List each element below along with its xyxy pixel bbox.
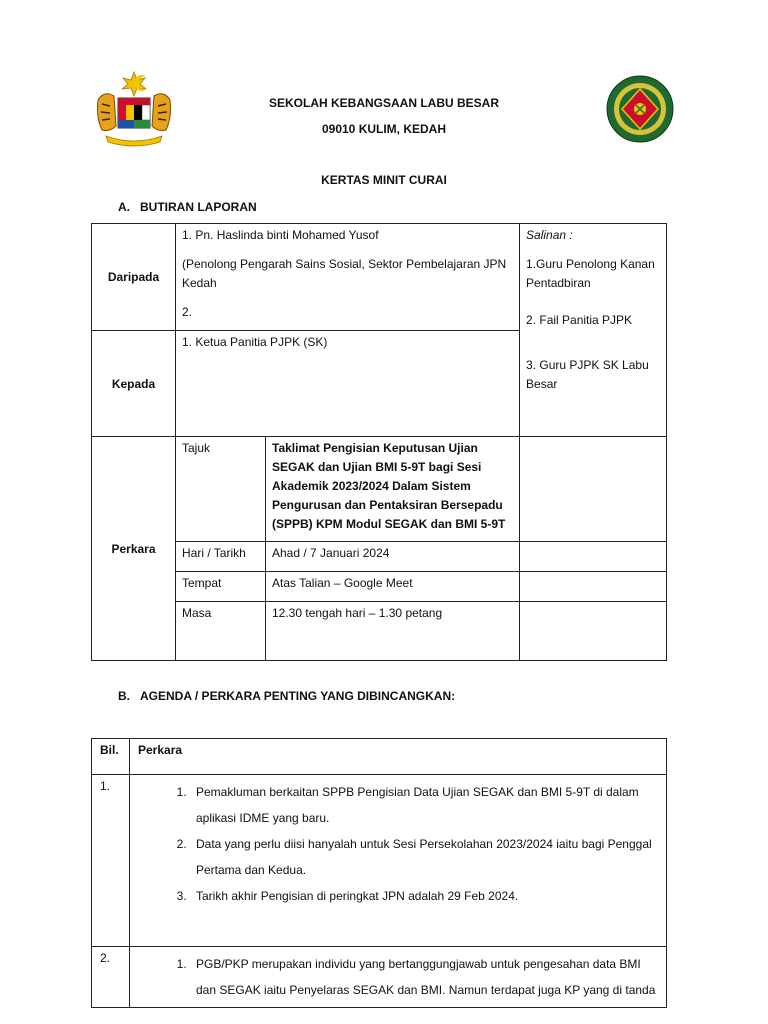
- agenda-table: [91, 738, 667, 1008]
- col-bil-header: Bil.: [92, 739, 130, 775]
- masa-label: Masa: [176, 602, 266, 661]
- salinan-item-1: 1.Guru Penolong Kanan Pentadbiran: [526, 257, 655, 290]
- school-address: 09010 KULIM, KEDAH: [321, 122, 447, 136]
- malaysia-coat-of-arms-icon: [88, 70, 180, 150]
- masa-empty-cell: [520, 602, 667, 661]
- row-1-bil: 1.: [92, 775, 130, 947]
- tempat-label: Tempat: [176, 572, 266, 602]
- daripada-label: Daripada: [92, 224, 176, 331]
- section-b-title: AGENDA / PERKARA PENTING YANG DIBINCANGKAN:: [140, 689, 456, 703]
- salinan-content: [520, 224, 667, 437]
- salinan-item-2: 2. Fail Panitia PJPK: [526, 313, 633, 327]
- daripada-line-2: (Penolong Pengarah Sains Sosial, Sektor Pembelajaran JPN Kedah: [182, 257, 507, 290]
- row-2-item-1: 1. PGB/PKP merupakan individu yang bertanggungjawab untuk pengesahan data BMI dan SEGAK iaitu Penyelaras SEGAK dan BMI. Namun terdapat juga KP yang di tanda: [190, 951, 658, 1003]
- daripada-line-3: 2.: [182, 305, 193, 319]
- row-2-perkara: [130, 947, 667, 1008]
- hari-value: Ahad / 7 Januari 2024: [266, 542, 520, 572]
- salinan-item-3: 3. Guru PJPK SK Labu Besar: [526, 358, 649, 391]
- tajuk-empty-cell: [520, 437, 667, 542]
- col-perkara-header: Perkara: [130, 739, 667, 775]
- section-b-letter: B.: [118, 689, 130, 703]
- perkara-label: Perkara: [92, 437, 176, 661]
- school-name: SEKOLAH KEBANGSAAN LABU BESAR: [268, 96, 499, 110]
- hari-label: Hari / Tarikh: [176, 542, 266, 572]
- tempat-empty-cell: [520, 572, 667, 602]
- tajuk-label: Tajuk: [176, 437, 266, 542]
- section-a-heading: [118, 200, 257, 214]
- row-2-bil: 2.: [92, 947, 130, 1008]
- document-title: KERTAS MINIT CURAI: [321, 173, 447, 187]
- daripada-content: [176, 224, 520, 331]
- row-1-perkara: [130, 775, 667, 947]
- row-1-item-3: 3. Tarikh akhir Pengisian di peringkat JPN adalah 29 Feb 2024.: [190, 883, 658, 909]
- section-b-heading: [118, 689, 455, 703]
- tajuk-value: Taklimat Pengisian Keputusan Ujian SEGAK dan Ujian BMI 5-9T bagi Sesi Akademik 2023/2024 Dalam Sistem Pengurusan dan Pentaksiran Bersepadu (SPPB) KPM Modul SEGAK dan BMI 5-9T: [266, 437, 520, 542]
- kepada-content: 1. Ketua Panitia PJPK (SK): [176, 331, 520, 437]
- hari-empty-cell: [520, 542, 667, 572]
- section-a-letter: A.: [118, 200, 130, 214]
- section-a-title: BUTIRAN LAPORAN: [140, 200, 257, 214]
- row-1-item-2: 2. Data yang perlu diisi hanyalah untuk Sesi Persekolahan 2023/2024 iaitu bagi Penggal Pertama dan Kedua.: [190, 831, 658, 883]
- tempat-value: Atas Talian – Google Meet: [266, 572, 520, 602]
- report-details-table: [91, 223, 667, 661]
- kepada-label: Kepada: [92, 331, 176, 437]
- salinan-label: Salinan :: [526, 228, 573, 242]
- daripada-line-1: 1. Pn. Haslinda binti Mohamed Yusof: [182, 228, 379, 242]
- masa-value: 12.30 tengah hari – 1.30 petang: [266, 602, 520, 661]
- row-1-item-1: 1. Pemakluman berkaitan SPPB Pengisian Data Ujian SEGAK dan BMI 5-9T di dalam aplikasi IDME yang baru.: [190, 779, 658, 831]
